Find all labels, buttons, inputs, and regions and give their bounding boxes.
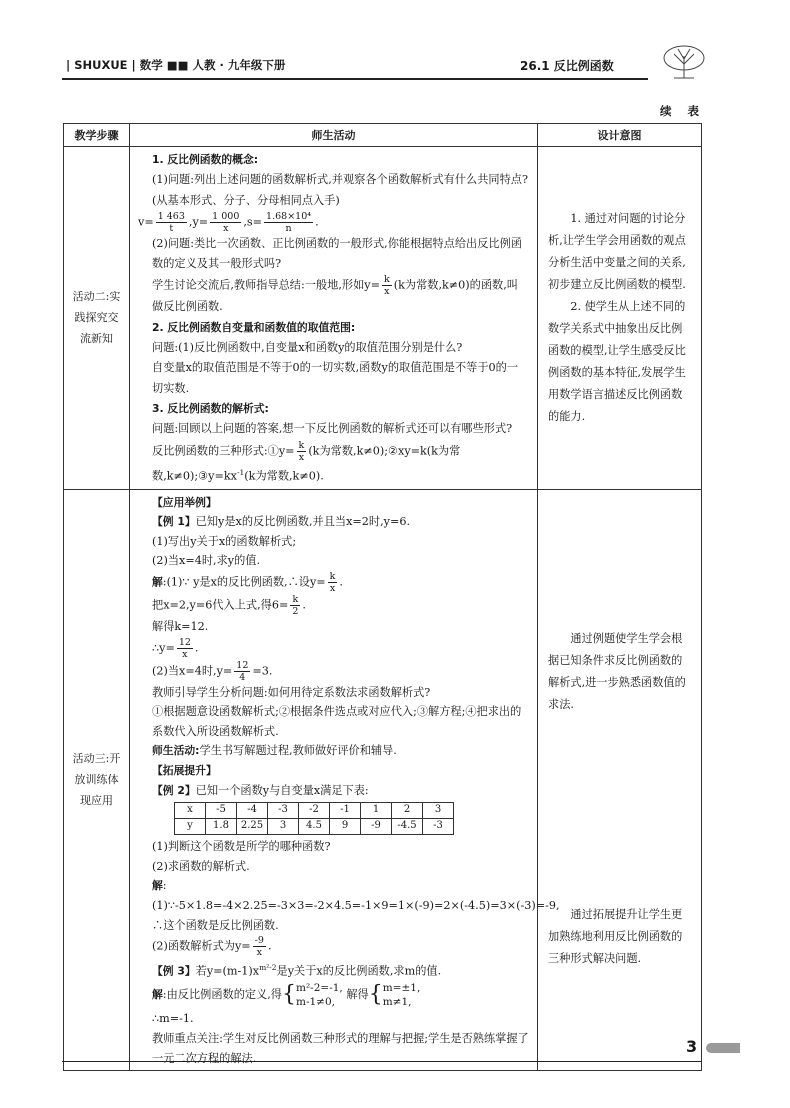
continued-label: 续 表 — [660, 104, 706, 118]
tree-icon — [660, 44, 708, 80]
example-2-q1: (1)判断这个函数是所学的哪种函数? — [152, 840, 331, 854]
substitution-line: 把x=2,y=6代入上式,得6= $\frac{k}{2}$ . — [152, 593, 306, 617]
range-question: 问题:(1)反比例函数中,自变量x和函数y的取值范围分别是什么? — [152, 341, 463, 355]
example-2-q2: (2)求函数的解析式. — [152, 859, 250, 873]
teacher-focus: 教师重点关注:学生对反比例函数三种形式的理解与把握;学生是否熟练掌握了一元二次方程的解法. — [152, 1032, 529, 1065]
x-row: x -5 -4 -3 -2 -1 1 2 3 — [175, 803, 454, 819]
section-title: 26.1 反比例函数 — [520, 59, 614, 73]
activity-2-content — [130, 147, 538, 490]
solution-2-formula: (2)函数解析式为y= $\frac{-9}{x}$ . — [152, 935, 272, 959]
header-rule — [62, 78, 648, 80]
solution-1: 解:(1)∵ y是x的反比例函数,∴设y= $\frac{k}{x}$ . — [152, 570, 343, 594]
lesson-plan-table — [63, 123, 702, 1071]
xy-value-table — [174, 802, 454, 835]
step-activity-3: 活动三:开放训练体现应用 — [64, 489, 130, 1071]
concept-heading: 1. 反比例函数的概念: — [152, 153, 259, 166]
forms-heading: 3. 反比例函数的解析式: — [152, 401, 269, 415]
activity-3-content — [130, 489, 560, 1071]
page-tab-marker — [706, 1043, 740, 1053]
y-result: ∴y= $\frac{12}{x}$ . — [152, 636, 199, 660]
teacher-student-activity: 师生活动:学生书写解题过程,教师做好评价和辅导. — [152, 744, 397, 758]
y-row: y 1.8 2.25 3 4.5 9 -9 -4.5 -3 — [175, 819, 454, 835]
solution-2-conclusion: ∴这个函数是反比例函数. — [152, 918, 279, 932]
example-1-q1: (1)写出y关于x的函数解析式; — [152, 534, 297, 548]
three-forms: 反比例函数的三种形式:①y= $\frac{k}{x}$ (k为常数,k≠0);②xy=k(k为常数$,k\ne 0);③y=kx^{-1}(k$为常数,k≠0). — [152, 439, 461, 483]
method-steps: ①根据题意设函数解析式;②根据条件选点或对应代入;③解方程;④把求出的系数代入所设函数解析式. — [152, 705, 522, 738]
intent-3-b: 通过拓展提升让学生更加熟练地利用反比例函数的三种形式解决问题. — [548, 907, 683, 965]
header-intent: 设计意图 — [538, 124, 702, 147]
intent-activity-3 — [538, 489, 702, 1071]
page-number: 3 — [686, 1037, 698, 1056]
example-3: 【例 3】若$y=(m-1)x^{m^2-2}$是y关于x的反比例函数,求m的值. — [152, 963, 442, 978]
question-2: (2)问题:类比一次函数、正比例函数的一般形式,你能根据特点给出反比例函数的定义及其一般形式吗? — [152, 236, 522, 271]
m-result: ∴m=-1. — [152, 1012, 194, 1026]
intent-activity-2 — [538, 147, 702, 490]
formula-line: v= $\frac{1 463}{t}$ ,y= $\frac{1 000}{x}$ ,s= $\frac{\text{1.68×10⁴}}{n}$ . — [138, 210, 319, 234]
definition-line: 学生讨论交流后,教师指导总结:一般地,形如y= $\frac{k}{x}$ (k为常数,k≠0)的函数,叫做反比例函数. — [152, 274, 518, 314]
example-1: 【例 1】已知y是x的反比例函数,并且当x=2时,y=6. — [152, 515, 411, 529]
step-activity-2: 活动二:实践探究交流新知 — [64, 147, 130, 490]
q2-result: (2)当x=4时,y= $\frac{12}{4}$ =3. — [152, 659, 273, 683]
teacher-guide: 教师引导学生分析问题:如何用待定系数法求函数解析式? — [152, 685, 431, 699]
example-1-q2: (2)当x=4时,求y的值. — [152, 554, 261, 568]
example-2: 【例 2】已知一个函数y与自变量x满足下表: — [152, 783, 369, 797]
header-activity: 师生活动 — [130, 124, 538, 147]
solution-3: 解:由反比例函数的定义,得{ m²-2=-1, m-1≠0, 解得{ m=±1, m≠1, — [152, 982, 421, 1009]
question-1: (1)问题:列出上述问题的函数解析式,并观察各个函数解析式有什么共同特点?(从基本形式、分子、分母相同点入手) — [152, 173, 528, 207]
series-title: | SHUXUE | 数学 ■■ 人教 · 九年级下册 — [66, 58, 286, 72]
range-answer: 自变量x的取值范围是不等于0的一切实数,函数y的取值范围是不等于0的一切实数. — [152, 361, 519, 395]
intent-2-p1: 1. 通过对问题的讨论分析,让学生学会用函数的观点分析生活中变量之间的关系,初步建立反比例函数的模型. — [548, 211, 686, 291]
range-heading: 2. 反比例函数自变量和函数值的取值范围: — [152, 320, 356, 334]
extension-title: 【拓展提升】 — [152, 763, 217, 777]
footer-rule — [62, 1061, 702, 1062]
header-step: 教学步骤 — [64, 124, 130, 147]
application-title: 【应用举例】 — [152, 495, 217, 509]
intent-2-p2: 2. 使学生从上述不同的数学关系式中抽象出反比例函数的模型,让学生感受反比例函数的基本特征,发展学生用数学语言描述反比例函数的能力. — [548, 299, 686, 423]
intent-3-a: 通过例题使学生学会根据已知条件求反比例函数的解析式,进一步熟悉函数值的求法. — [548, 631, 686, 711]
forms-question: 问题:回顾以上问题的答案,想一下反比例函数的解析式还可以有哪些形式? — [152, 422, 513, 436]
solution-2: 解:(1)∵-5×1.8=-4×2.25=-3×3=-2×4.5=-1×9=1×(-9)=2×(-4.5)=3×(-3)=-9, — [152, 879, 560, 912]
k-result: 解得k=12. — [152, 619, 209, 633]
